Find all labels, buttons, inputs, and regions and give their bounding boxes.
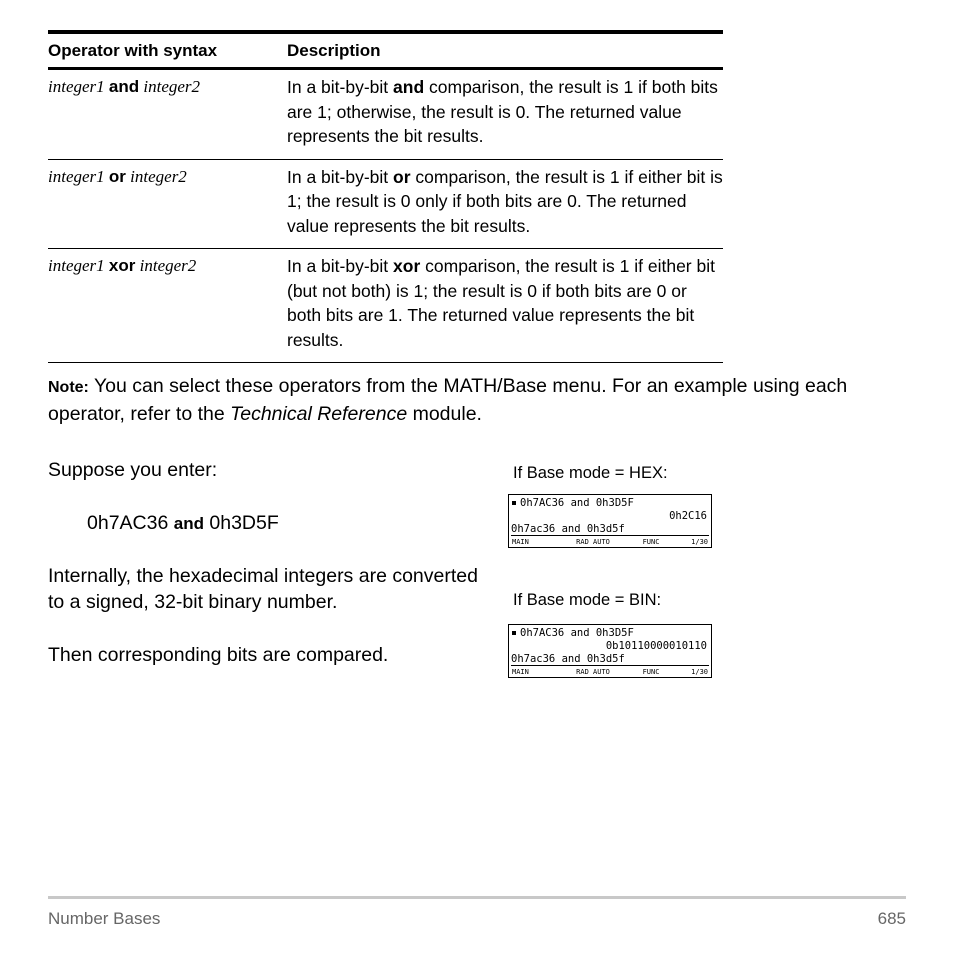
desc-text: In a bit-by-bit — [287, 77, 394, 97]
history-entry — [512, 627, 634, 639]
desc-text: In a bit-by-bit — [287, 166, 394, 187]
syntax-cell — [48, 254, 287, 352]
note-text: module. — [407, 403, 482, 425]
syntax-cell — [48, 75, 287, 149]
arg2: integer2 — [143, 77, 201, 96]
status-graph-mode: FUNC — [642, 538, 660, 546]
arg1: integer1 — [48, 77, 105, 96]
arg1: integer1 — [48, 256, 105, 275]
hex-caption: If Base mode = HEX: — [513, 464, 668, 482]
status-history: 1/30 — [691, 538, 708, 546]
page-number: 685 — [877, 909, 906, 928]
syntax-cell — [48, 165, 287, 239]
history-entry-text: 0h7AC36 and 0h3D5F — [520, 627, 634, 639]
status-graph-mode: FUNC — [642, 668, 660, 676]
expr-left: 0h7AC36 — [87, 512, 174, 534]
history-result: 0b10110000010110 — [605, 640, 707, 652]
status-mode: RAD AUTO — [576, 668, 610, 676]
table-row-xor — [48, 249, 723, 363]
table-row-or — [48, 160, 723, 250]
entry-line: 0h7ac36 and 0h3d5f — [511, 524, 709, 536]
calculator-screen-hex — [508, 494, 712, 548]
status-mode: RAD AUTO — [576, 538, 610, 546]
description-cell — [287, 75, 723, 149]
history-entry — [512, 497, 634, 509]
desc-text: In a bit-by-bit — [287, 256, 394, 276]
example-intro: Suppose you enter: — [48, 459, 218, 481]
entry-line: 0h7ac36 and 0h3d5f — [511, 654, 709, 666]
calculator-screen-bin — [508, 624, 712, 678]
expr-right: 0h3D5F — [203, 512, 279, 534]
example-explanation: Internally, the hexadecimal integers are converted to a signed, 32-bit binary number. — [48, 565, 478, 613]
desc-operator: or — [393, 166, 411, 187]
desc-operator: and — [393, 77, 425, 97]
arg2: integer2 — [130, 166, 187, 186]
history-result: 0h2C16 — [669, 510, 707, 522]
example-compare: Then corresponding bits are compared. — [48, 644, 389, 666]
bullet-square-icon — [512, 631, 516, 635]
note-label: Note: — [48, 379, 89, 396]
bullet-square-icon — [512, 501, 516, 505]
bin-caption: If Base mode = BIN: — [513, 591, 662, 609]
footer-section-title: Number Bases — [48, 909, 161, 928]
desc-text: comparison, the result is 1 if both bits are 1; otherwise, the result is 0. The returned value represents the bit results. — [287, 77, 718, 146]
example-expression — [87, 510, 279, 537]
status-folder: MAIN — [512, 668, 529, 676]
status-bar — [509, 537, 711, 547]
description-cell — [287, 254, 723, 352]
operator: and — [108, 77, 140, 96]
history-entry-text: 0h7AC36 and 0h3D5F — [520, 497, 634, 509]
arg2: integer2 — [139, 256, 197, 275]
table-row-and — [48, 70, 723, 160]
header-description: Description — [287, 40, 381, 60]
desc-text: comparison, the result is 1 if either bit (but not both) is 1; the result is 0 if both bits are 0 or both bits are 1. The returned value represents the bit results. — [287, 256, 715, 350]
desc-text: comparison, the result is 1 if either bit is 1; the result is 0 only if both bits are 0. The returned value represents the bit results. — [287, 166, 723, 236]
table-header — [48, 34, 723, 67]
operator: or — [108, 166, 126, 186]
operator: xor — [108, 256, 136, 275]
footer-rule — [48, 896, 906, 899]
desc-operator: xor — [393, 256, 421, 276]
status-bar — [509, 667, 711, 677]
description-cell — [287, 165, 723, 239]
status-history: 1/30 — [691, 668, 708, 676]
expr-operator: and — [173, 514, 204, 533]
note-text: You can select these operators from the MATH/Base menu. For an example using each operator, refer to the — [48, 375, 848, 425]
reference-link-text: Technical Reference — [230, 403, 408, 425]
arg1: integer1 — [48, 166, 105, 186]
operators-table — [48, 30, 723, 363]
note-paragraph — [48, 373, 918, 427]
header-operator-syntax: Operator with syntax — [48, 40, 218, 60]
status-folder: MAIN — [512, 538, 529, 546]
